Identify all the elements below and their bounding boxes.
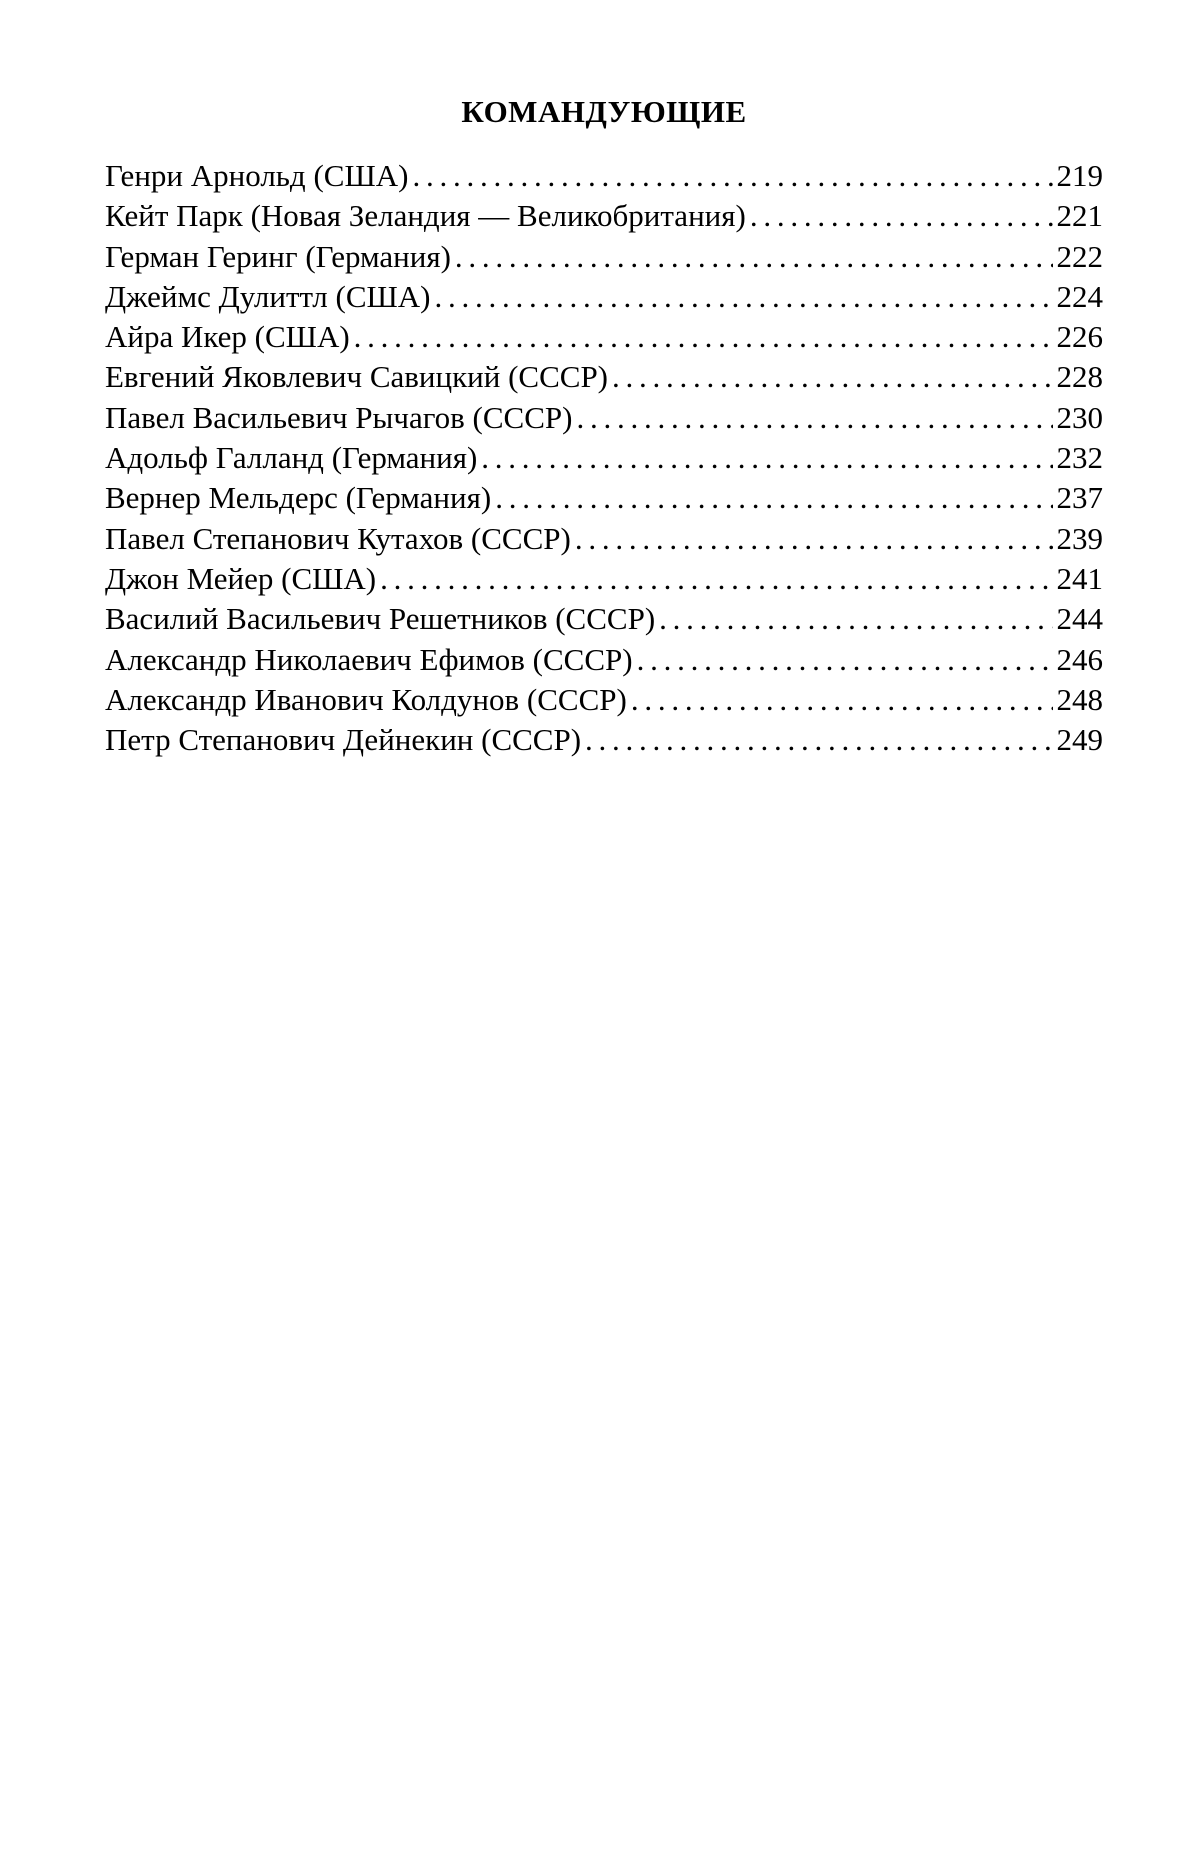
toc-page-number: 221 <box>1056 198 1103 234</box>
toc-entry[interactable] <box>105 398 1103 438</box>
toc-page-number: 241 <box>1056 560 1103 596</box>
toc-page-number: 239 <box>1056 520 1103 556</box>
toc-entry-name: Петр Степанович Дейнекин (СССР) <box>105 722 582 758</box>
toc-entry[interactable] <box>105 237 1103 277</box>
toc-dot-leader <box>637 640 1053 680</box>
toc-entry[interactable] <box>105 720 1103 760</box>
toc-entry-name: Адольф Галланд (Германия) <box>105 440 478 476</box>
toc-dot-leader <box>481 438 1052 478</box>
toc-dot-leader <box>412 156 1052 196</box>
toc-entry[interactable] <box>105 559 1103 599</box>
section-title: КОМАНДУЮЩИЕ <box>461 94 747 129</box>
toc-dot-leader <box>495 478 1052 518</box>
toc-dot-leader <box>585 720 1052 760</box>
toc-dot-leader <box>576 398 1052 438</box>
toc-entry[interactable] <box>105 317 1103 357</box>
toc-entry-name: Айра Икер (США) <box>105 319 350 355</box>
toc-page-number: 230 <box>1056 399 1103 435</box>
toc-entry-name: Герман Геринг (Германия) <box>105 238 451 274</box>
toc-page-number: 224 <box>1056 278 1103 314</box>
toc-page-number: 246 <box>1056 641 1103 677</box>
toc-dot-leader <box>380 559 1052 599</box>
toc-entry-name: Евгений Яковлевич Савицкий (СССР) <box>105 359 609 395</box>
toc-page-number: 222 <box>1056 238 1103 274</box>
toc-entry-name: Джон Мейер (США) <box>105 560 377 596</box>
toc-dot-leader <box>354 317 1053 357</box>
toc-page-number: 244 <box>1056 601 1103 637</box>
toc-dot-leader <box>575 519 1053 559</box>
toc-entry[interactable] <box>105 357 1103 397</box>
toc-entry-name: Василий Васильевич Решетников (СССР) <box>105 601 656 637</box>
document-page <box>105 92 1103 760</box>
toc-entry-name: Генри Арнольд (США) <box>105 158 409 193</box>
toc-dot-leader <box>435 277 1053 317</box>
toc-entry[interactable] <box>105 438 1103 478</box>
toc-page-number: 232 <box>1056 440 1103 476</box>
toc-entry[interactable] <box>105 277 1103 317</box>
toc-entry-name: Вернер Мельдерс (Германия) <box>105 480 492 516</box>
toc-entry[interactable] <box>105 478 1103 518</box>
toc-entry-name: Кейт Парк (Новая Зеландия — Великобритания) <box>105 198 746 234</box>
toc-page-number: 219 <box>1056 158 1103 193</box>
toc-dot-leader <box>612 357 1052 397</box>
toc-entry[interactable] <box>105 156 1103 196</box>
toc-dot-leader <box>750 196 1053 236</box>
toc-entry-name: Джеймс Дулиттл (США) <box>105 278 431 314</box>
toc-entry-name: Павел Васильевич Рычагов (СССР) <box>105 399 573 435</box>
toc-dot-leader <box>455 237 1053 277</box>
toc-page-number: 248 <box>1056 681 1103 717</box>
toc-entry[interactable] <box>105 519 1103 559</box>
toc-page-number: 228 <box>1056 359 1103 395</box>
toc-entry[interactable] <box>105 640 1103 680</box>
toc-entry-name: Александр Николаевич Ефимов (СССР) <box>105 641 633 677</box>
table-of-contents <box>105 156 1103 760</box>
toc-entry[interactable] <box>105 680 1103 720</box>
toc-page-number: 249 <box>1056 722 1103 758</box>
toc-page-number: 226 <box>1056 319 1103 355</box>
toc-entry-name: Александр Иванович Колдунов (СССР) <box>105 681 627 717</box>
toc-dot-leader <box>631 680 1053 720</box>
toc-page-number: 237 <box>1056 480 1103 516</box>
toc-dot-leader <box>659 599 1052 639</box>
toc-entry-name: Павел Степанович Кутахов (СССР) <box>105 520 571 556</box>
toc-entry[interactable] <box>105 196 1103 236</box>
toc-entry[interactable] <box>105 599 1103 639</box>
